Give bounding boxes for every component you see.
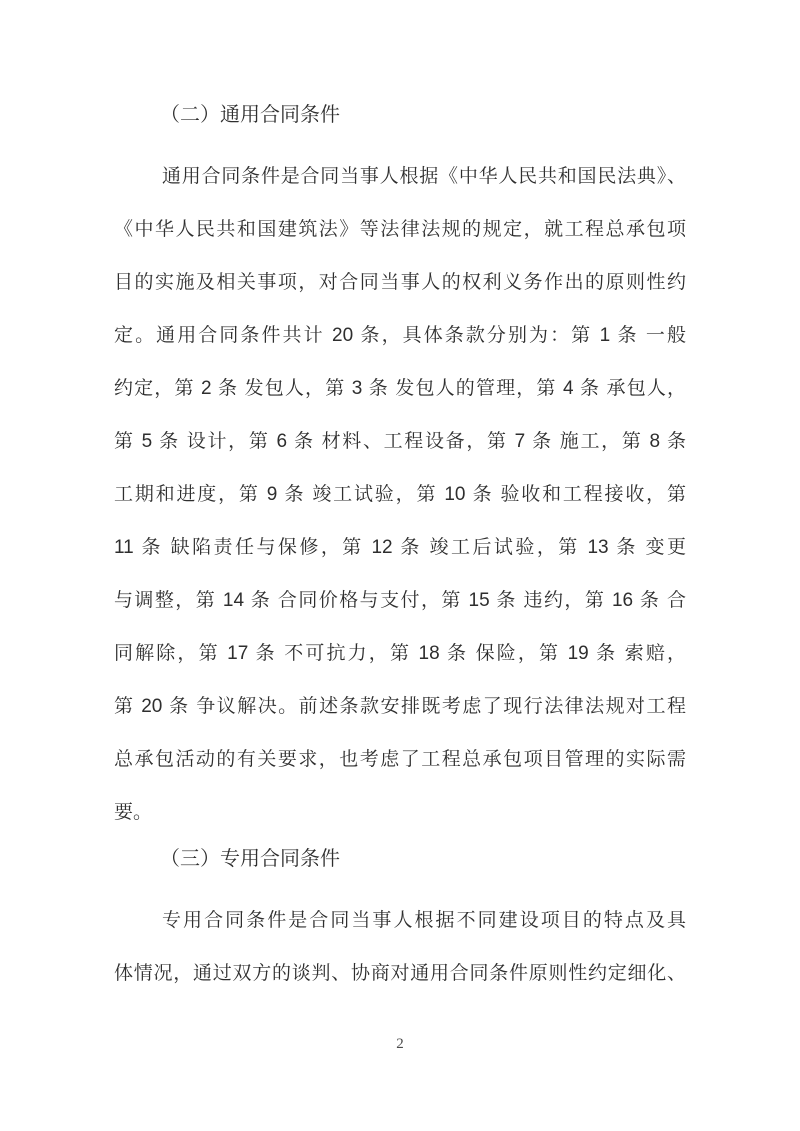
text-line: 专用合同条件是合同当事人根据不同建设项目的特点及具	[162, 910, 686, 931]
text-line: 体情况，通过双方的谈判、协商对通用合同条件原则性约定细化、	[114, 963, 686, 984]
section-heading-special-conditions: （三）专用合同条件	[160, 848, 340, 870]
text-line: 与调整，第 14 条 合同价格与支付，第 15 条 违约，第 16 条 合	[114, 590, 686, 611]
text-line: 定。通用合同条件共计 20 条，具体条款分别为：第 1 条 一般	[114, 325, 686, 346]
section-heading-general-conditions: （二）通用合同条件	[160, 104, 340, 126]
text-line: 约定，第 2 条 发包人，第 3 条 发包人的管理，第 4 条 承包人，	[114, 378, 686, 399]
text-line: 工期和进度，第 9 条 竣工试验，第 10 条 验收和工程接收，第	[114, 484, 686, 505]
text-line: 11 条 缺陷责任与保修，第 12 条 竣工后试验，第 13 条 变更	[114, 537, 686, 558]
text-line: 《中华人民共和国建筑法》等法律法规的规定，就工程总承包项	[114, 219, 686, 240]
text-line: 目的实施及相关事项，对合同当事人的权利义务作出的原则性约	[114, 272, 686, 293]
text-line: 总承包活动的有关要求，也考虑了工程总承包项目管理的实际需	[114, 749, 686, 770]
text-line: 通用合同条件是合同当事人根据《中华人民共和国民法典》、	[162, 166, 686, 187]
paragraph-special-conditions	[114, 894, 686, 1000]
text-line: 要。	[114, 802, 153, 823]
text-line: 第 5 条 设计，第 6 条 材料、工程设备，第 7 条 施工，第 8 条	[114, 431, 686, 452]
page-number: 2	[396, 1036, 404, 1052]
page-content	[114, 89, 686, 1000]
text-line: 第 20 条 争议解决。前述条款安排既考虑了现行法律法规对工程	[114, 696, 686, 717]
text-line: 同解除，第 17 条 不可抗力，第 18 条 保险，第 19 条 索赔，	[114, 643, 686, 664]
paragraph-general-conditions	[114, 150, 686, 839]
